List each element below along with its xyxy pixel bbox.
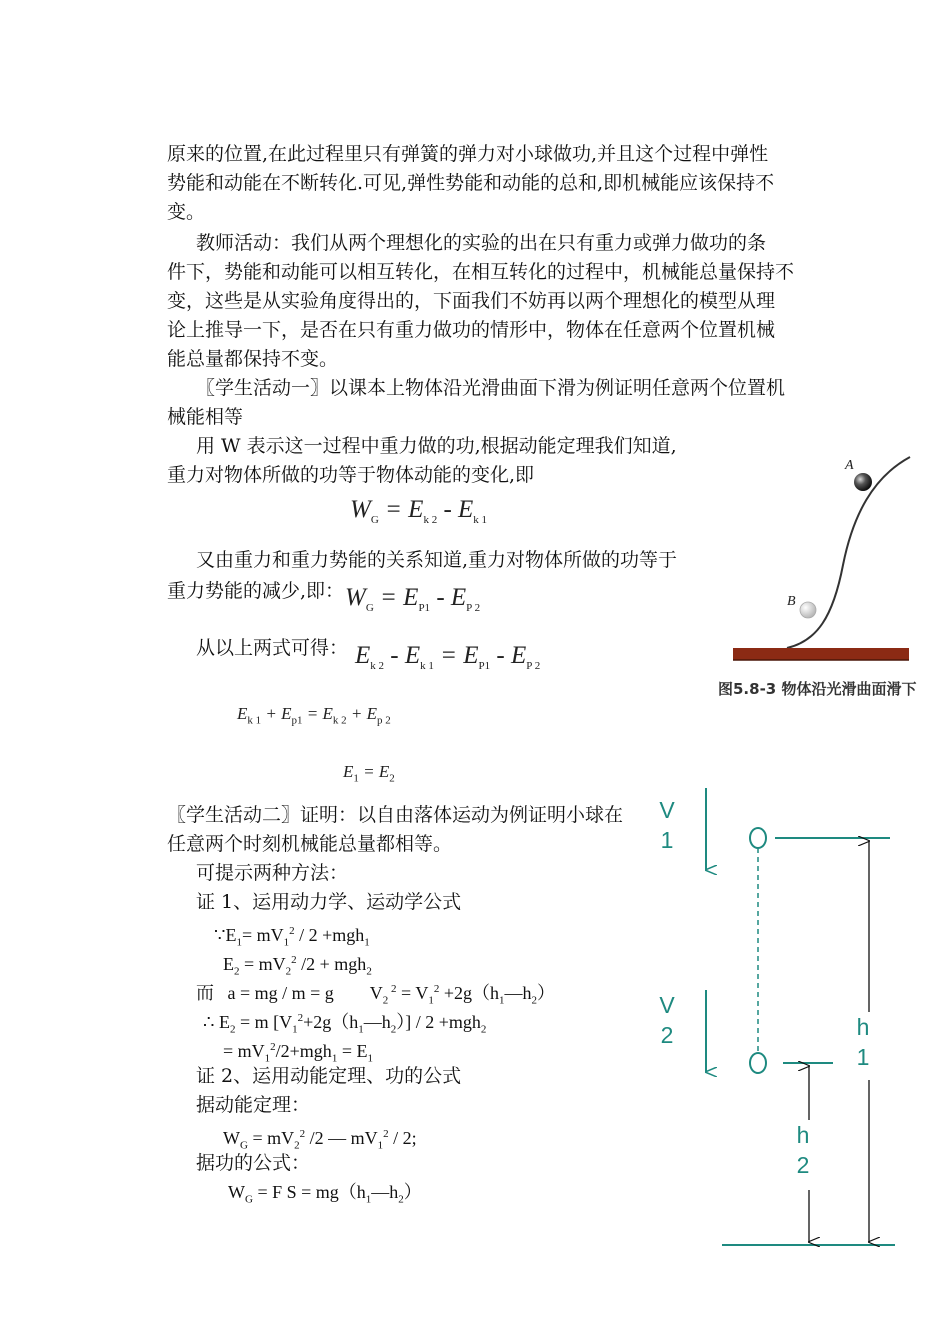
figure-curved-slope [725, 445, 940, 710]
proof-line-2: $E_2 = mV_2^2$ /2 + mgh$_2$ [223, 954, 372, 978]
text-line: 原来的位置,在此过程里只有弹簧的弹力对小球做功,并且这个过程中弹性 [167, 143, 769, 165]
text-line: 变，这些是从实验角度得出的，下面我们不妨再以两个理想化的模型从理 [167, 290, 776, 312]
text-line: 变。 [167, 201, 206, 223]
ball-bottom [750, 1053, 766, 1073]
ball-b [800, 602, 816, 618]
ground [733, 648, 909, 660]
label-a: A [845, 458, 854, 473]
equation-3: $E_{k 2} - E_{k 1} = E_{P1} - E_{P 2}$ [355, 642, 541, 672]
text-line: 用 W 表示这一过程中重力做的功,根据动能定理我们知道, [196, 435, 677, 457]
label-b: B [787, 594, 796, 609]
proof-line-7: $W_G = F$ $S = mg(h_1—h_2)$ [228, 1182, 422, 1206]
proof-line-3: 而 a = mg / m = g $V_2$ $^2 = V_1^2$ $+2g(h_1—h_2)$ [196, 983, 556, 1007]
equation-2: $W_G = E_{P1} - E_{P 2}$ [345, 584, 481, 614]
text-line: 可提示两种方法： [196, 862, 349, 884]
figure-free-fall [650, 780, 910, 1255]
label-v1: V 1 [659, 797, 675, 853]
text-line: 重力势能的减少,即： [167, 580, 345, 602]
equation-5: $E_1 = E_2$ [343, 762, 395, 785]
proof-line-5: = $mV_1^2/2+mgh_1 = E_1$ [223, 1041, 373, 1065]
text-line: 据动能定理： [196, 1094, 311, 1116]
text-line: 械能相等 [167, 406, 244, 428]
text-line: 据功的公式： [196, 1152, 311, 1174]
curve-path [787, 457, 910, 648]
text-line: 势能和动能在不断转化.可见,弹性势能和动能的总和,即机械能应该保持不 [167, 172, 775, 194]
ball-a [854, 473, 872, 491]
text-line: 件下，势能和动能可以相互转化，在相互转化的过程中，机械能总量保持不 [167, 261, 795, 283]
equation-1: $W_G = E_{k 2} - E_{k 1}$ [350, 496, 488, 526]
equation-4: $E_{k 1} + E_{p1} = E_{k 2} + E_{p 2}$ [237, 704, 391, 727]
text-line: 教师活动：我们从两个理想化的实验的出在只有重力或弹力做功的条 [196, 232, 767, 254]
ball-top [750, 828, 766, 848]
proof-line-6: $W_G = mV_2^2$ /2 — $mV_1^2 / 2$; [223, 1128, 417, 1152]
text-line: 从以上两式可得： [196, 637, 349, 659]
text-line: 〖学生活动一〗以课本上物体沿光滑曲面下滑为例证明任意两个位置机 [196, 377, 786, 399]
slope-diagram [725, 445, 940, 710]
text-line: 证 1、运用动力学、运动学公式 [196, 891, 462, 913]
text-line: 〖学生活动二〗证明：以自由落体运动为例证明小球在 [167, 804, 624, 826]
label-h2: h 2 [788, 1120, 818, 1180]
text-line: 重力对物体所做的功等于物体动能的变化,即 [167, 464, 535, 486]
proof-line-4: ∴ $E_2 = m$ $[V_1^2+2g(h_1—h_2)] / 2 +mgh_2$ [203, 1012, 487, 1036]
figure-caption: 图5.8-3 物体沿光滑曲面滑下 [718, 680, 917, 698]
text-line: 能总量都保持不变。 [167, 348, 339, 370]
label-h1: h 1 [848, 1012, 878, 1072]
text-line: 任意两个时刻机械能总量都相等。 [167, 833, 453, 855]
label-v2: V 2 [659, 992, 675, 1048]
proof-line-1: $\because E_1= mV_1^2 / 2 +mgh_1$ [214, 925, 370, 949]
text-line: 论上推导一下，是否在只有重力做功的情形中，物体在任意两个位置机械 [167, 319, 776, 341]
text-line: 又由重力和重力势能的关系知道,重力对物体所做的功等于 [196, 549, 678, 571]
text-line: 证 2、运用动能定理、功的公式 [196, 1065, 462, 1087]
